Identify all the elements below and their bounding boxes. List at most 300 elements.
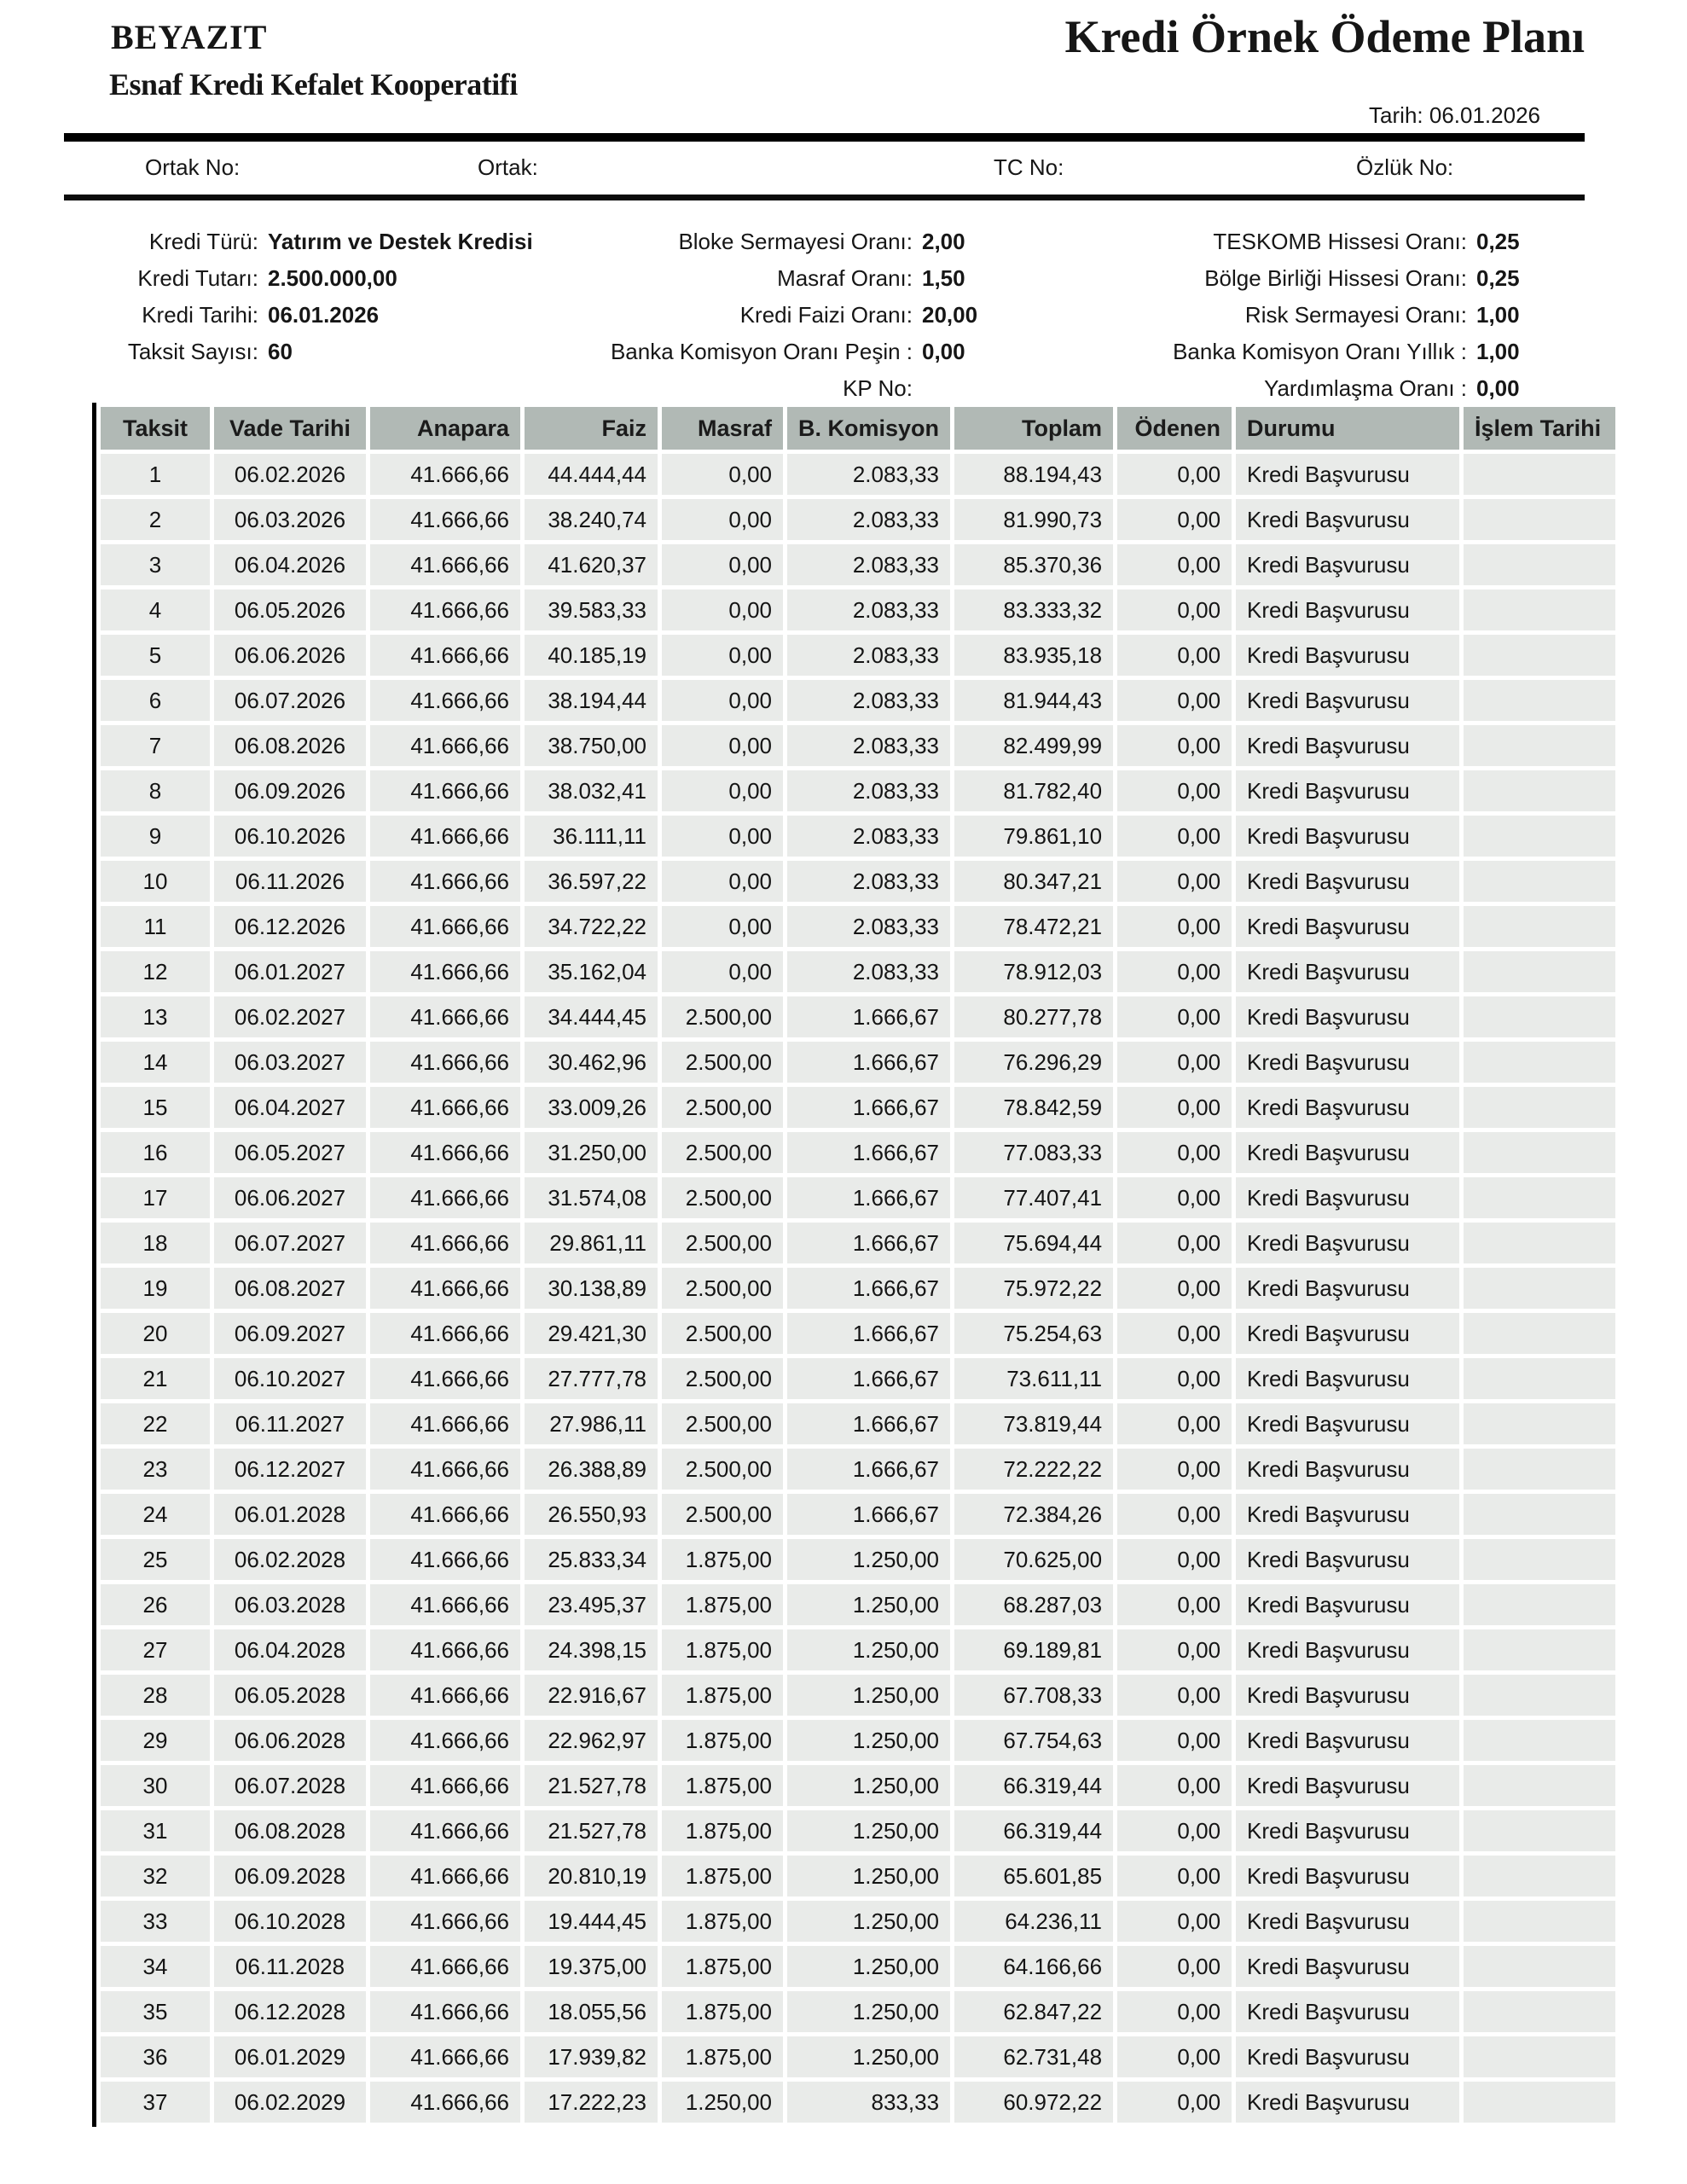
cell-masraf: 1.875,00 bbox=[662, 1810, 783, 1851]
cell-vade: 06.06.2026 bbox=[214, 635, 366, 676]
cell-taksit: 31 bbox=[101, 1810, 210, 1851]
cell-islem bbox=[1464, 1991, 1615, 2032]
installment-row bbox=[101, 590, 1615, 630]
cell-durumu: Kredi Başvurusu bbox=[1236, 1358, 1459, 1399]
cell-masraf: 2.500,00 bbox=[662, 1494, 783, 1535]
cell-durumu: Kredi Başvurusu bbox=[1236, 1765, 1459, 1806]
cell-faiz: 36.111,11 bbox=[525, 816, 658, 857]
cell-islem bbox=[1464, 1177, 1615, 1218]
cell-islem bbox=[1464, 1358, 1615, 1399]
cell-odenen: 0,00 bbox=[1117, 1087, 1232, 1128]
cell-komisyon: 1.666,67 bbox=[787, 1177, 950, 1218]
cell-odenen: 0,00 bbox=[1117, 1810, 1232, 1851]
cell-taksit: 20 bbox=[101, 1313, 210, 1354]
cell-taksit: 18 bbox=[101, 1223, 210, 1263]
cell-masraf: 0,00 bbox=[662, 590, 783, 630]
cell-durumu: Kredi Başvurusu bbox=[1236, 816, 1459, 857]
cell-komisyon: 2.083,33 bbox=[787, 680, 950, 721]
cell-toplam: 72.384,26 bbox=[954, 1494, 1113, 1535]
cell-islem bbox=[1464, 996, 1615, 1037]
cell-odenen: 0,00 bbox=[1117, 454, 1232, 495]
cell-toplam: 78.472,21 bbox=[954, 906, 1113, 947]
cell-durumu: Kredi Başvurusu bbox=[1236, 1810, 1459, 1851]
column-header-anapara: Anapara bbox=[370, 407, 520, 450]
cell-anapara: 41.666,66 bbox=[370, 1042, 520, 1083]
cell-toplam: 73.819,44 bbox=[954, 1403, 1113, 1444]
cell-toplam: 66.319,44 bbox=[954, 1810, 1113, 1851]
report-date bbox=[1369, 102, 1540, 129]
cell-odenen: 0,00 bbox=[1117, 1268, 1232, 1309]
cell-komisyon: 1.250,00 bbox=[787, 1856, 950, 1896]
cell-odenen: 0,00 bbox=[1117, 499, 1232, 540]
cell-masraf: 1.875,00 bbox=[662, 1901, 783, 1942]
credit-amount-label: Kredi Tutarı: bbox=[137, 265, 258, 291]
column-header-masraf: Masraf bbox=[662, 407, 783, 450]
cell-masraf: 0,00 bbox=[662, 770, 783, 811]
cell-islem bbox=[1464, 1810, 1615, 1851]
cell-anapara: 41.666,66 bbox=[370, 1720, 520, 1761]
cell-taksit: 5 bbox=[101, 635, 210, 676]
cell-islem bbox=[1464, 1494, 1615, 1535]
installment-row bbox=[101, 2036, 1615, 2077]
cell-faiz: 31.250,00 bbox=[525, 1132, 658, 1173]
cell-faiz: 38.750,00 bbox=[525, 725, 658, 766]
cell-islem bbox=[1464, 1856, 1615, 1896]
cell-islem bbox=[1464, 1720, 1615, 1761]
cell-vade: 06.11.2027 bbox=[214, 1403, 366, 1444]
cell-masraf: 1.875,00 bbox=[662, 1539, 783, 1580]
bank-commission-upfront-field bbox=[512, 334, 965, 370]
cell-islem bbox=[1464, 816, 1615, 857]
cell-anapara: 41.666,66 bbox=[370, 725, 520, 766]
credit-amount-field bbox=[64, 260, 397, 297]
installment-row bbox=[101, 1313, 1615, 1354]
cell-durumu: Kredi Başvurusu bbox=[1236, 1991, 1459, 2032]
cell-odenen: 0,00 bbox=[1117, 725, 1232, 766]
cell-faiz: 18.055,56 bbox=[525, 1991, 658, 2032]
cell-faiz: 22.916,67 bbox=[525, 1675, 658, 1716]
teskomb-share-rate-label: TESKOMB Hissesi Oranı: bbox=[1213, 229, 1467, 254]
cell-faiz: 19.375,00 bbox=[525, 1946, 658, 1987]
credit-interest-rate-label: Kredi Faizi Oranı: bbox=[739, 302, 913, 328]
cell-faiz: 27.777,78 bbox=[525, 1358, 658, 1399]
cell-komisyon: 1.666,67 bbox=[787, 1132, 950, 1173]
installment-row bbox=[101, 1720, 1615, 1761]
cell-komisyon: 1.666,67 bbox=[787, 1268, 950, 1309]
cell-taksit: 11 bbox=[101, 906, 210, 947]
cell-durumu: Kredi Başvurusu bbox=[1236, 1494, 1459, 1535]
cell-toplam: 73.611,11 bbox=[954, 1358, 1113, 1399]
cell-odenen: 0,00 bbox=[1117, 1856, 1232, 1896]
cell-vade: 06.04.2027 bbox=[214, 1087, 366, 1128]
cell-masraf: 0,00 bbox=[662, 499, 783, 540]
cell-islem bbox=[1464, 1449, 1615, 1490]
cell-taksit: 23 bbox=[101, 1449, 210, 1490]
cell-toplam: 66.319,44 bbox=[954, 1765, 1113, 1806]
cell-vade: 06.11.2028 bbox=[214, 1946, 366, 1987]
column-header-faiz: Faiz bbox=[525, 407, 658, 450]
cell-durumu: Kredi Başvurusu bbox=[1236, 1901, 1459, 1942]
credit-type-value: Yatırım ve Destek Kredisi bbox=[268, 229, 533, 254]
cell-islem bbox=[1464, 1539, 1615, 1580]
payment-plan-table-wrap bbox=[92, 403, 1620, 2127]
cell-masraf: 2.500,00 bbox=[662, 1177, 783, 1218]
cell-anapara: 41.666,66 bbox=[370, 1313, 520, 1354]
cell-anapara: 41.666,66 bbox=[370, 996, 520, 1037]
cell-anapara: 41.666,66 bbox=[370, 770, 520, 811]
cell-islem bbox=[1464, 1901, 1615, 1942]
credit-amount-value: 2.500.000,00 bbox=[268, 265, 397, 291]
cell-islem bbox=[1464, 951, 1615, 992]
cell-faiz: 41.620,37 bbox=[525, 544, 658, 585]
cell-vade: 06.05.2027 bbox=[214, 1132, 366, 1173]
cell-komisyon: 1.666,67 bbox=[787, 1403, 950, 1444]
cell-durumu: Kredi Başvurusu bbox=[1236, 906, 1459, 947]
installment-row bbox=[101, 1494, 1615, 1535]
cell-vade: 06.09.2027 bbox=[214, 1313, 366, 1354]
expense-rate-label: Masraf Oranı: bbox=[777, 265, 913, 291]
cell-anapara: 41.666,66 bbox=[370, 1132, 520, 1173]
installment-row bbox=[101, 1946, 1615, 1987]
cell-durumu: Kredi Başvurusu bbox=[1236, 635, 1459, 676]
credit-date-label: Kredi Tarihi: bbox=[142, 302, 258, 328]
blocked-capital-rate-label: Bloke Sermayesi Oranı: bbox=[678, 229, 913, 254]
installment-row bbox=[101, 1403, 1615, 1444]
cell-durumu: Kredi Başvurusu bbox=[1236, 1584, 1459, 1625]
report-date-value: 06.01.2026 bbox=[1429, 102, 1540, 128]
cell-durumu: Kredi Başvurusu bbox=[1236, 951, 1459, 992]
cell-vade: 06.06.2028 bbox=[214, 1720, 366, 1761]
cell-toplam: 70.625,00 bbox=[954, 1539, 1113, 1580]
cell-faiz: 38.194,44 bbox=[525, 680, 658, 721]
cell-komisyon: 1.666,67 bbox=[787, 996, 950, 1037]
cell-vade: 06.08.2027 bbox=[214, 1268, 366, 1309]
payment-plan-table bbox=[96, 403, 1620, 2127]
credit-date-field bbox=[64, 297, 379, 334]
cell-islem bbox=[1464, 590, 1615, 630]
cell-durumu: Kredi Başvurusu bbox=[1236, 2082, 1459, 2123]
cell-toplam: 82.499,99 bbox=[954, 725, 1113, 766]
cell-vade: 06.10.2028 bbox=[214, 1901, 366, 1942]
cell-vade: 06.07.2027 bbox=[214, 1223, 366, 1263]
cell-vade: 06.01.2028 bbox=[214, 1494, 366, 1535]
cell-toplam: 62.731,48 bbox=[954, 2036, 1113, 2077]
installment-row bbox=[101, 1449, 1615, 1490]
cell-anapara: 41.666,66 bbox=[370, 544, 520, 585]
cell-anapara: 41.666,66 bbox=[370, 861, 520, 902]
cell-durumu: Kredi Başvurusu bbox=[1236, 1449, 1459, 1490]
region-union-share-rate-label: Bölge Birliği Hissesi Oranı: bbox=[1204, 265, 1467, 291]
cell-taksit: 14 bbox=[101, 1042, 210, 1083]
cell-islem bbox=[1464, 544, 1615, 585]
cell-vade: 06.03.2028 bbox=[214, 1584, 366, 1625]
cell-taksit: 28 bbox=[101, 1675, 210, 1716]
cell-toplam: 81.990,73 bbox=[954, 499, 1113, 540]
cell-durumu: Kredi Başvurusu bbox=[1236, 1675, 1459, 1716]
installment-row bbox=[101, 1901, 1615, 1942]
cell-odenen: 0,00 bbox=[1117, 680, 1232, 721]
column-header-odenen: Ödenen bbox=[1117, 407, 1232, 450]
cell-anapara: 41.666,66 bbox=[370, 1539, 520, 1580]
cell-faiz: 21.527,78 bbox=[525, 1810, 658, 1851]
cell-masraf: 2.500,00 bbox=[662, 1042, 783, 1083]
cell-anapara: 41.666,66 bbox=[370, 1449, 520, 1490]
cell-faiz: 26.388,89 bbox=[525, 1449, 658, 1490]
report-date-label: Tarih: bbox=[1369, 102, 1423, 128]
cell-komisyon: 2.083,33 bbox=[787, 544, 950, 585]
cell-toplam: 64.166,66 bbox=[954, 1946, 1113, 1987]
credit-info-row bbox=[0, 224, 1687, 260]
installment-row bbox=[101, 1087, 1615, 1128]
cell-islem bbox=[1464, 1132, 1615, 1173]
cell-komisyon: 2.083,33 bbox=[787, 499, 950, 540]
cell-islem bbox=[1464, 454, 1615, 495]
cell-vade: 06.08.2028 bbox=[214, 1810, 366, 1851]
cell-masraf: 0,00 bbox=[662, 544, 783, 585]
installment-row bbox=[101, 1856, 1615, 1896]
cell-vade: 06.08.2026 bbox=[214, 725, 366, 766]
table-header-row bbox=[101, 407, 1615, 450]
cell-odenen: 0,00 bbox=[1117, 1720, 1232, 1761]
cell-faiz: 38.032,41 bbox=[525, 770, 658, 811]
cell-faiz: 40.185,19 bbox=[525, 635, 658, 676]
cell-taksit: 10 bbox=[101, 861, 210, 902]
risk-capital-rate-value: 1,00 bbox=[1476, 302, 1520, 328]
installment-row bbox=[101, 1358, 1615, 1399]
installment-row bbox=[101, 680, 1615, 721]
cell-anapara: 41.666,66 bbox=[370, 1901, 520, 1942]
cell-islem bbox=[1464, 499, 1615, 540]
cell-vade: 06.06.2027 bbox=[214, 1177, 366, 1218]
cell-vade: 06.10.2027 bbox=[214, 1358, 366, 1399]
cell-anapara: 41.666,66 bbox=[370, 1991, 520, 2032]
cell-masraf: 0,00 bbox=[662, 680, 783, 721]
cell-masraf: 0,00 bbox=[662, 951, 783, 992]
cell-masraf: 0,00 bbox=[662, 725, 783, 766]
cell-taksit: 2 bbox=[101, 499, 210, 540]
cell-komisyon: 2.083,33 bbox=[787, 816, 950, 857]
cell-masraf: 2.500,00 bbox=[662, 996, 783, 1037]
cell-komisyon: 1.250,00 bbox=[787, 1946, 950, 1987]
cell-islem bbox=[1464, 680, 1615, 721]
cell-faiz: 19.444,45 bbox=[525, 1901, 658, 1942]
cell-odenen: 0,00 bbox=[1117, 2082, 1232, 2123]
cell-komisyon: 1.666,67 bbox=[787, 1494, 950, 1535]
cell-toplam: 75.254,63 bbox=[954, 1313, 1113, 1354]
cell-toplam: 62.847,22 bbox=[954, 1991, 1113, 2032]
bank-commission-upfront-value: 0,00 bbox=[922, 339, 965, 364]
cell-islem bbox=[1464, 1403, 1615, 1444]
cell-islem bbox=[1464, 2082, 1615, 2123]
bank-commission-yearly-field bbox=[1073, 334, 1520, 370]
cell-masraf: 0,00 bbox=[662, 635, 783, 676]
cell-taksit: 21 bbox=[101, 1358, 210, 1399]
installment-count-value: 60 bbox=[268, 339, 293, 364]
cell-masraf: 0,00 bbox=[662, 906, 783, 947]
cell-faiz: 17.222,23 bbox=[525, 2082, 658, 2123]
cell-komisyon: 1.250,00 bbox=[787, 1720, 950, 1761]
cell-odenen: 0,00 bbox=[1117, 1901, 1232, 1942]
credit-type-label: Kredi Türü: bbox=[148, 229, 258, 254]
cell-islem bbox=[1464, 770, 1615, 811]
cell-masraf: 1.875,00 bbox=[662, 1584, 783, 1625]
cell-masraf: 1.875,00 bbox=[662, 2036, 783, 2077]
cell-odenen: 0,00 bbox=[1117, 996, 1232, 1037]
cell-odenen: 0,00 bbox=[1117, 1177, 1232, 1218]
installment-row bbox=[101, 725, 1615, 766]
cell-durumu: Kredi Başvurusu bbox=[1236, 1856, 1459, 1896]
cell-vade: 06.12.2026 bbox=[214, 906, 366, 947]
cell-islem bbox=[1464, 1042, 1615, 1083]
cell-komisyon: 1.666,67 bbox=[787, 1449, 950, 1490]
region-union-share-rate-value: 0,25 bbox=[1476, 265, 1520, 291]
cell-komisyon: 1.250,00 bbox=[787, 1765, 950, 1806]
cell-anapara: 41.666,66 bbox=[370, 2082, 520, 2123]
cell-odenen: 0,00 bbox=[1117, 951, 1232, 992]
cell-durumu: Kredi Başvurusu bbox=[1236, 1223, 1459, 1263]
cell-odenen: 0,00 bbox=[1117, 590, 1232, 630]
cell-anapara: 41.666,66 bbox=[370, 1087, 520, 1128]
cell-toplam: 78.842,59 bbox=[954, 1087, 1113, 1128]
cell-islem bbox=[1464, 1313, 1615, 1354]
cell-odenen: 0,00 bbox=[1117, 816, 1232, 857]
cell-durumu: Kredi Başvurusu bbox=[1236, 1268, 1459, 1309]
cell-vade: 06.10.2026 bbox=[214, 816, 366, 857]
cell-masraf: 1.875,00 bbox=[662, 1991, 783, 2032]
installment-row bbox=[101, 499, 1615, 540]
cell-vade: 06.09.2026 bbox=[214, 770, 366, 811]
installment-row bbox=[101, 1042, 1615, 1083]
cell-vade: 06.04.2028 bbox=[214, 1629, 366, 1670]
cell-durumu: Kredi Başvurusu bbox=[1236, 1720, 1459, 1761]
cell-durumu: Kredi Başvurusu bbox=[1236, 499, 1459, 540]
installment-row bbox=[101, 1268, 1615, 1309]
cell-masraf: 1.875,00 bbox=[662, 1946, 783, 1987]
cell-anapara: 41.666,66 bbox=[370, 1223, 520, 1263]
cell-masraf: 1.875,00 bbox=[662, 1675, 783, 1716]
installment-row bbox=[101, 635, 1615, 676]
cell-durumu: Kredi Başvurusu bbox=[1236, 1177, 1459, 1218]
credit-info-row bbox=[0, 297, 1687, 334]
cell-durumu: Kredi Başvurusu bbox=[1236, 590, 1459, 630]
cell-odenen: 0,00 bbox=[1117, 1223, 1232, 1263]
cell-taksit: 32 bbox=[101, 1856, 210, 1896]
cell-vade: 06.02.2028 bbox=[214, 1539, 366, 1580]
cell-durumu: Kredi Başvurusu bbox=[1236, 1403, 1459, 1444]
cell-faiz: 23.495,37 bbox=[525, 1584, 658, 1625]
cell-masraf: 2.500,00 bbox=[662, 1132, 783, 1173]
blocked-capital-rate-value: 2,00 bbox=[922, 229, 965, 254]
cell-masraf: 1.875,00 bbox=[662, 1629, 783, 1670]
cell-vade: 06.01.2027 bbox=[214, 951, 366, 992]
cell-masraf: 2.500,00 bbox=[662, 1087, 783, 1128]
cell-toplam: 85.370,36 bbox=[954, 544, 1113, 585]
cell-masraf: 1.875,00 bbox=[662, 1720, 783, 1761]
cell-islem bbox=[1464, 725, 1615, 766]
cell-odenen: 0,00 bbox=[1117, 635, 1232, 676]
cell-komisyon: 1.666,67 bbox=[787, 1087, 950, 1128]
cell-anapara: 41.666,66 bbox=[370, 906, 520, 947]
cell-taksit: 6 bbox=[101, 680, 210, 721]
cell-anapara: 41.666,66 bbox=[370, 454, 520, 495]
cell-anapara: 41.666,66 bbox=[370, 1494, 520, 1535]
cell-masraf: 2.500,00 bbox=[662, 1358, 783, 1399]
cell-toplam: 75.972,22 bbox=[954, 1268, 1113, 1309]
credit-info-row bbox=[0, 370, 1687, 407]
cell-toplam: 64.236,11 bbox=[954, 1901, 1113, 1942]
cell-anapara: 41.666,66 bbox=[370, 2036, 520, 2077]
cell-masraf: 0,00 bbox=[662, 816, 783, 857]
cell-taksit: 16 bbox=[101, 1132, 210, 1173]
cell-taksit: 24 bbox=[101, 1494, 210, 1535]
cell-vade: 06.05.2028 bbox=[214, 1675, 366, 1716]
cell-toplam: 72.222,22 bbox=[954, 1449, 1113, 1490]
cell-anapara: 41.666,66 bbox=[370, 816, 520, 857]
cell-komisyon: 2.083,33 bbox=[787, 770, 950, 811]
cell-odenen: 0,00 bbox=[1117, 1313, 1232, 1354]
blocked-capital-rate-field bbox=[512, 224, 965, 260]
cell-odenen: 0,00 bbox=[1117, 1539, 1232, 1580]
cell-faiz: 27.986,11 bbox=[525, 1403, 658, 1444]
cell-faiz: 22.962,97 bbox=[525, 1720, 658, 1761]
installment-row bbox=[101, 1991, 1615, 2032]
installment-row bbox=[101, 544, 1615, 585]
cell-toplam: 60.972,22 bbox=[954, 2082, 1113, 2123]
cell-komisyon: 1.250,00 bbox=[787, 2036, 950, 2077]
kp-no-field bbox=[512, 370, 922, 407]
installment-row bbox=[101, 1629, 1615, 1670]
mutual-aid-rate-field bbox=[1073, 370, 1520, 407]
column-header-islem: İşlem Tarihi bbox=[1464, 407, 1615, 450]
expense-rate-field bbox=[512, 260, 965, 297]
cell-anapara: 41.666,66 bbox=[370, 1358, 520, 1399]
cell-toplam: 83.935,18 bbox=[954, 635, 1113, 676]
cell-toplam: 77.083,33 bbox=[954, 1132, 1113, 1173]
cell-durumu: Kredi Başvurusu bbox=[1236, 1132, 1459, 1173]
divider-thick bbox=[64, 133, 1585, 142]
cell-islem bbox=[1464, 906, 1615, 947]
cell-islem bbox=[1464, 1087, 1615, 1128]
installment-row bbox=[101, 1132, 1615, 1173]
column-header-komisyon: B. Komisyon bbox=[787, 407, 950, 450]
cell-faiz: 31.574,08 bbox=[525, 1177, 658, 1218]
credit-type-field bbox=[64, 224, 533, 260]
cell-komisyon: 1.250,00 bbox=[787, 1629, 950, 1670]
cell-vade: 06.07.2026 bbox=[214, 680, 366, 721]
bank-commission-yearly-label: Banka Komisyon Oranı Yıllık : bbox=[1173, 339, 1467, 364]
cell-komisyon: 1.666,67 bbox=[787, 1313, 950, 1354]
cell-faiz: 44.444,44 bbox=[525, 454, 658, 495]
cell-komisyon: 1.666,67 bbox=[787, 1042, 950, 1083]
cell-odenen: 0,00 bbox=[1117, 1403, 1232, 1444]
cell-anapara: 41.666,66 bbox=[370, 1629, 520, 1670]
credit-interest-rate-field bbox=[512, 297, 977, 334]
bank-commission-upfront-label: Banka Komisyon Oranı Peşin : bbox=[610, 339, 913, 364]
cell-toplam: 69.189,81 bbox=[954, 1629, 1113, 1670]
installment-row bbox=[101, 996, 1615, 1037]
installment-row bbox=[101, 1675, 1615, 1716]
credit-info-row bbox=[0, 260, 1687, 297]
cell-masraf: 2.500,00 bbox=[662, 1403, 783, 1444]
ozluk-no-label: Özlük No: bbox=[1356, 154, 1454, 180]
cell-faiz: 30.138,89 bbox=[525, 1268, 658, 1309]
cell-taksit: 29 bbox=[101, 1720, 210, 1761]
cell-taksit: 9 bbox=[101, 816, 210, 857]
cell-anapara: 41.666,66 bbox=[370, 1403, 520, 1444]
cell-komisyon: 2.083,33 bbox=[787, 635, 950, 676]
cell-komisyon: 1.250,00 bbox=[787, 1675, 950, 1716]
risk-capital-rate-field bbox=[1073, 297, 1520, 334]
